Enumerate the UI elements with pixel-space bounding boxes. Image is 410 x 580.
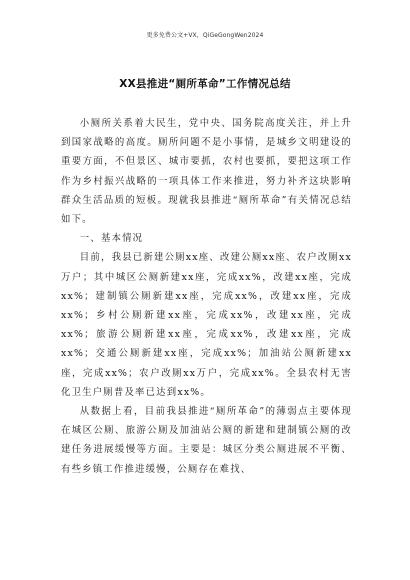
analysis-paragraph: 从数据上看，目前我县推进“厕所革命”的薄弱点主要体现在城区公厕、旅游公厕及加油站公厕的新建和建制镇公厕的改建任务进展缓慢等方面。主要是：城区分类公厕进展不平衡、有些乡镇工作推进缓慢，公厕存在难找、: [61, 406, 352, 475]
document-body: [61, 114, 352, 479]
basic-situation-paragraph: 目前，我县已新建公厕xx座、改建公厕xx座、农户改厕xx万户；其中城区公厕新建xx座，完成xx%，改建xx座，完成xx%；建制镇公厕新建xx座，完成xx%，改建xx座，完成xx%；乡村公厕新建xx座，完成xx%，改建xx座，完成xx%；旅游公厕新建xx座，完成xx%，改建xx座，完成xx%；交通公厕新建xx座，完成xx%；加油站公厕新建xx座，完成xx%；农户改厕xx万户，完成xx%。全县农村无害化卫生户厕普及率已达到xx%。: [61, 252, 352, 398]
intro-paragraph: 小厕所关系着大民生，党中央、国务院高度关注，并上升到国家战略的高度。厕所问题不是小事情，是城乡文明建设的重要方面，不但景区、城市要抓，农村也要抓，要把这项工作作为乡村振兴战略的一项具体工作来推进，努力补齐这块影响群众生活品质的短板。现就我县推进“厕所革命”有关情况总结如下。: [61, 118, 352, 226]
document-title: XX县推进“厕所革命”工作情况总结: [119, 78, 291, 90]
header-note: 更多免费公文+VX，QiGeGongWen2024: [146, 32, 264, 39]
section-heading: 一、基本情况: [79, 233, 144, 245]
